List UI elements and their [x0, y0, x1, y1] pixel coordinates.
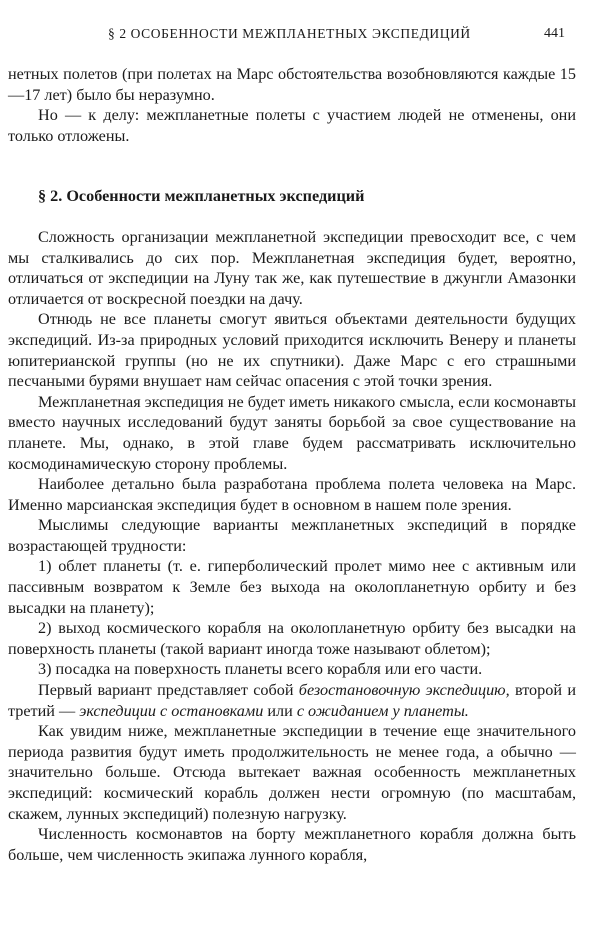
list-item: 1) облет планеты (т. е. гиперболический пролет мимо нее с активным или пассивным возвратом к Земле без выхода на околопланетную орбиту и без высадки на планету); — [8, 557, 576, 617]
paragraph: Мыслимы следующие варианты межпланетных экспедиций в порядке возрастающей трудности: — [8, 516, 576, 555]
page-number: 441 — [544, 26, 565, 41]
paragraph: Отнюдь не все планеты смогут явиться объектами деятельности будущих экспедиций. Из-за природных условий приходится исключить Венеру и планеты юпитерианской группы (но не их спутники). Даже Марс с его страшными песчаными бурями внушает нам сейчас опасения с этой точки зрения. — [8, 310, 576, 391]
continuation-paragraph: нетных полетов (при полетах на Марс обстоятельства возобновляются каждые 15—17 лет) было бы неразумно. — [8, 65, 576, 104]
body-text — [8, 64, 576, 865]
list-item: 3) посадка на поверхность планеты всего корабля или его части. — [38, 660, 483, 679]
running-title: § 2 ОСОБЕННОСТИ МЕЖПЛАНЕТНЫХ ЭКСПЕДИЦИЙ — [108, 26, 471, 41]
paragraph: Межпланетная экспедиция не будет иметь никакого смысла, если космонавты вместо научных исследований будут заняты борьбой за свое существование на планете. Мы, однако, в этой главе будем рассматривать исключительно космодинамическую сторону проблемы. — [8, 392, 576, 473]
section-heading: § 2. Особенности межпланетных экспедиций — [38, 187, 365, 206]
emphasis: с ожиданием у планеты. — [296, 701, 469, 720]
paragraph: Но — к делу: межпланетные полеты с участием людей не отменены, они только отложены. — [8, 106, 576, 145]
emphasis: экспедиции с остановками — [79, 701, 264, 720]
paragraph: Численность космонавтов на борту межпланетного корабля должна быть больше, чем численность экипажа лунного корабля, — [8, 825, 576, 864]
running-head — [0, 26, 600, 46]
paragraph: Сложность организации межпланетной экспедиции превосходит все, с чем мы сталкивались до сих пор. Межпланетная экспедиция будет, вероятно, отличаться от экспедиции на Луну так же, как путешествие в джунгли Амазонки отличается от воскресной поездки на дачу. — [8, 227, 576, 308]
text-run: второй и третий — — [8, 681, 576, 720]
text-run: или — [263, 701, 297, 720]
list-item: 2) выход космического корабля на околопланетную орбиту без высадки на поверхность планеты (такой вариант иногда тоже называют облетом); — [8, 619, 576, 658]
emphasis: безостановочную экспедицию, — [298, 681, 510, 700]
text-run: Первый вариант представляет собой — [38, 681, 299, 700]
paragraph-with-emphasis — [8, 680, 576, 721]
paragraph: Как увидим ниже, межпланетные экспедиции в течение еще значительного периода развития будут иметь продолжительность не менее года, а обычно — значительно больше. Отсюда вытекает важная особенность межпланетных экспедиций: космический корабль должен нести огромную (по масштабам, скажем, лунных экспедиций) полезную нагрузку. — [8, 722, 576, 823]
paragraph: Наиболее детально была разработана проблема полета человека на Марс. Именно марсианская экспедиция будет в основном в нашем поле зрения. — [8, 475, 576, 514]
